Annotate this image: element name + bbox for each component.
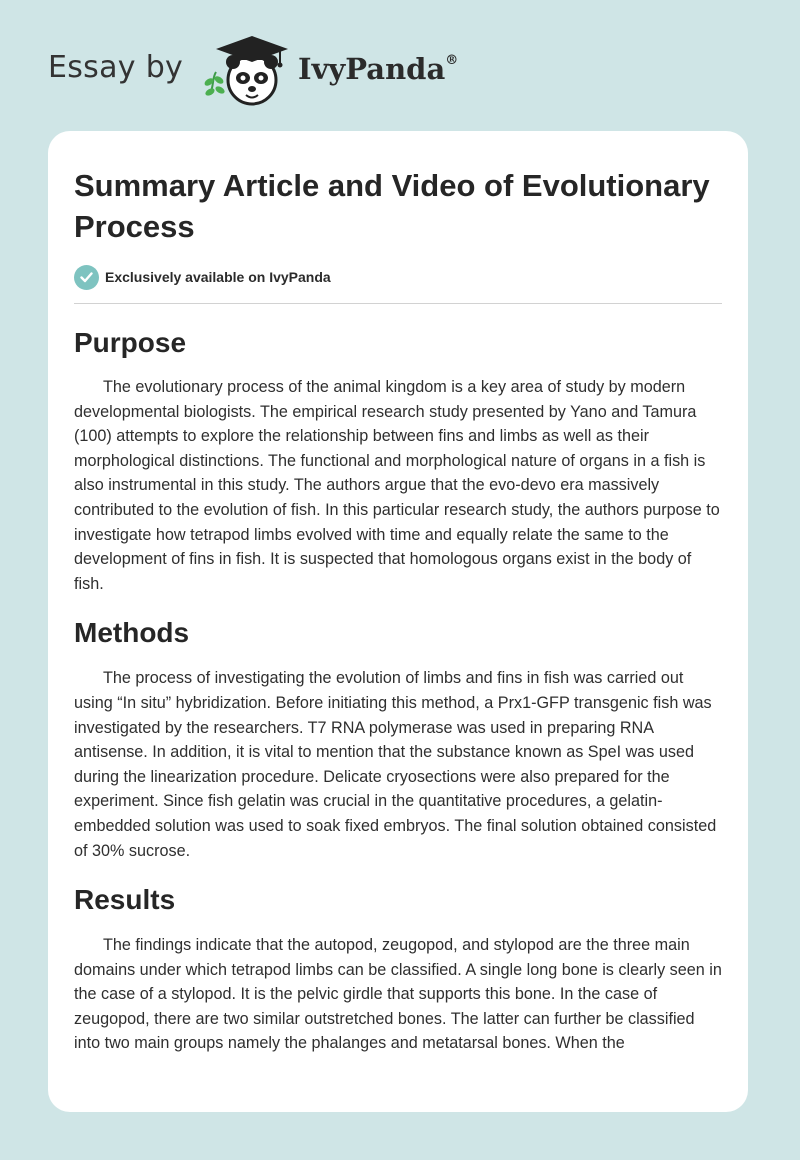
section-paragraph: The findings indicate that the autopod, zeugopod, and stylopod are the three main domains under which tetrapod limbs can be classified. A single long bone is clearly seen in the case of a stylopod. It is the pelvic girdle that supports this bone. In the case of zeugopod, there are two similar outstretched bones. The latter can further be classified into two main groups namely the phalanges and metatarsal bones. When the <box>74 936 722 1053</box>
section-results <box>74 880 724 1056</box>
section-heading: Results <box>74 884 176 916</box>
brand-label: IvyPanda <box>298 52 446 86</box>
section-paragraph: The evolutionary process of the animal kingdom is a key area of study by modern developmental biologists. The empirical research study presented by Yano and Tamura (100) attempts to explore the relationship between fins and limbs as well as their morphological distinctions. The functional and morphological nature of organs in a fish is also instrumental in this study. The authors argue that the evo-devo era massively contributed to the evolution of fish. In this particular research study, the authors purpose to investigate how tetrapod limbs evolved with time and equally relate the same to the development of fins in fish. It is suspected that homologous organs exist in the body of fish. <box>74 378 720 593</box>
registered-mark: ® <box>445 53 459 69</box>
exclusive-badge <box>74 264 331 290</box>
panda-logo-icon[interactable] <box>200 34 292 110</box>
section-heading: Purpose <box>74 327 187 358</box>
essay-by-label: Essay by <box>48 50 184 85</box>
article-title: Summary Article and Video of Evolutionary Process <box>74 168 710 244</box>
section-methods <box>74 613 724 863</box>
article-body <box>74 323 724 1056</box>
section-purpose <box>74 323 724 596</box>
site-header <box>0 0 800 130</box>
section-heading: Methods <box>74 617 190 649</box>
check-circle-icon <box>74 265 99 290</box>
article-card <box>48 131 748 1112</box>
exclusive-label: Exclusively available on IvyPanda <box>105 269 331 285</box>
title-divider <box>74 303 722 304</box>
brand-name[interactable] <box>298 52 458 86</box>
section-paragraph: The process of investigating the evolution of limbs and fins in fish was carried out using “In situ” hybridization. Before initiating this method, a Prx1-GFP transgenic fish was investigated by the researchers. T7 RNA polymerase was used in preparing RNA antisense. In addition, it is vital to mention that the substance known as SpeI was used during the linearization procedure. Delicate cryosections were also prepared for the experiment. Since fish gelatin was crucial in the quantitative procedures, a gelatin-embedded solution was used to soak fixed embryos. The final solution obtained consisted of 30% sucrose. <box>74 669 717 860</box>
